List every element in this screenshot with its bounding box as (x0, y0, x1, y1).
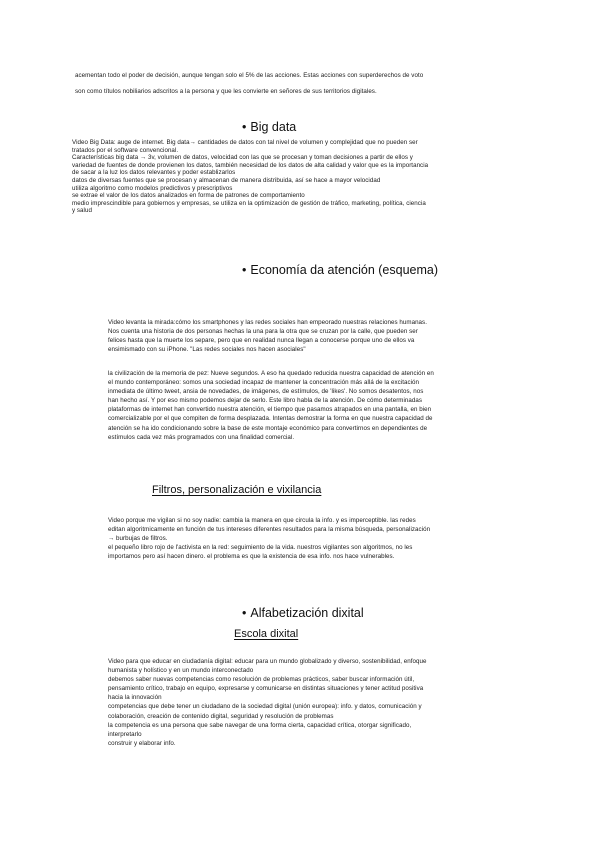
heading-text: Big data (250, 120, 297, 134)
economia-paragraph-1 (108, 319, 526, 354)
section-heading-big-data (242, 120, 296, 135)
section-heading-economia (242, 263, 438, 278)
text-line: importamos pero así hacen dinero. el problema es que la existencia de esa info. nos hace vulnerables. (108, 553, 395, 561)
text-line: construir y elaborar info. (108, 739, 176, 747)
bullet-icon: • (242, 120, 247, 134)
section-heading-filtros: Filtros, personalización e vixilancia (152, 484, 322, 496)
text-line: hacia la innovación (108, 694, 162, 702)
text-line: comercializable por el que compiten de forma desplazada. Intentas demostrar la forma en que nuestra capacidad de (108, 415, 433, 423)
text-line: Nos cuenta una historia de dos personas hechas la una para la otra que se cruzan por la calle, que pueden ser (108, 328, 418, 336)
alfabetizacion-paragraph (108, 658, 526, 747)
bullet-icon: • (242, 606, 247, 620)
text-line: el mundo contemporáneo: somos una sociedad incapaz de mantener la concentración más allá de la excitación (108, 379, 420, 387)
bullet-icon: • (242, 263, 247, 277)
subheading-escola-dixital: Escola dixital (234, 628, 299, 640)
text-line: ensimismado con su iPhone. "Las redes sociales nos hacen asociales" (108, 346, 306, 354)
economia-paragraph-2 (108, 370, 526, 441)
text-line: humanista y holístico y en un mundo interconectado (108, 667, 254, 675)
text-line: interpretarlo (108, 730, 142, 738)
text-line: Características big data → 3v, volumen de datos, velocidad con las que se procesan y toman decisiones a partir de ellos y (72, 154, 413, 162)
intro-paragraph (75, 72, 525, 95)
text-line: acementan todo el poder de decisión, aunque tengan solo el 5% de las acciones. Estas acciones con superderechos de voto (75, 72, 424, 79)
text-line: son como títulos nobiliarios adscritos a la persona y que les convierte en señores de sus territorios digitales. (75, 87, 377, 95)
filtros-paragraph (108, 517, 526, 561)
text-line: editan algoritmicamente en función de tus intereses diferentes resultados para la misma búsqueda, personalización (108, 526, 431, 534)
text-line: → burbujas de filtros. (108, 535, 168, 543)
text-line: felices hasta que la muerte los separe, pero que en realidad nunca llegan a conocerse porque uno de ellos va (108, 337, 415, 345)
heading-text: Economía da atención (esquema) (250, 263, 439, 277)
text-line: variedad de fuentes de donde provienen los datos, también necesidad de los datos de alta calidad y valor que es la importancia (72, 161, 429, 169)
text-line: se extrae el valor de los datos analizados en forma de patrones de comportamiento (72, 192, 305, 200)
text-line: competencias que debe tener un ciudadano de la sociedad digital (unión europea): info. y datos, comunicación y (108, 703, 422, 711)
text-line: atención se ha ido condicionando sobre la base de este montaje económico para convertirnos en dependientes de (108, 424, 428, 432)
text-line: tratados por el software convencional. (72, 146, 179, 154)
text-line: estímulos cada vez más programados con una finalidad comercial. (108, 433, 295, 441)
big-data-paragraph (72, 139, 527, 215)
text-line: utiliza algoritmo como modelos predictivos y prescriptivos (72, 184, 233, 192)
text-line: la civilización de la memoria de pez: Nueve segundos. A eso ha quedado reducida nuestra capacidad de atención en (108, 370, 434, 377)
text-line: de sacar a la luz los datos relevantes y poder establizarlos (72, 169, 236, 177)
text-line: pensamiento crítico, trabajo en equipo, expresarse y comunicarse en distintas situaciones y tener actitud positiva (108, 685, 424, 693)
text-line: el pequeño libro rojo de l'activista en la red: seguimiento de la vida. nuestros vigilantes son algoritmos, no les (108, 544, 413, 552)
text-line: colaboración, creación de contenido digital, seguridad y resolución de problemas (108, 712, 334, 720)
text-line: Video para que educar en ciudadanía digital: educar para un mundo globalizado y diverso, sostenibilidad, enfoque (108, 658, 427, 665)
text-line: medio imprescindible para gobiernos y empresas, se utiliza en la optimización de gestión de tráfico, marketing, política, ciencia (72, 199, 426, 207)
text-line: Video porque me vigilan si no soy nadie: cambia la manera en que circula la info. y es imperceptible. las redes (108, 517, 416, 524)
text-line: Video Big Data: auge de internet. Big data→ cantidades de datos con tal nivel de volumen y complejidad que no pueden ser (72, 139, 418, 146)
text-line: debemos saber nuevas competencias como resolución de problemas prácticos, saber buscar información útil, (108, 676, 415, 684)
text-line: plataformas de internet han convertido nuestra atención, el tiempo que pasamos atrapados en una pantalla, en bien (108, 406, 432, 414)
section-heading-alfabetizacion (242, 606, 364, 621)
text-line: la competencia es una persona que sabe navegar de una forma cierta, capacidad crítica, otorgar significado, (108, 721, 412, 729)
text-line: datos de diversas fuentes que se procesan y almacenan de manera distribuida, así se hace a mayor velocidad (72, 176, 381, 184)
text-line: han hecho así. Y por eso mismo podemos dejar de serlo. Este libro habla de la atención. De cómo determinadas (108, 397, 423, 405)
text-line: inmediata de último tweet, ansia de novedades, de imágenes, de estímulos, de 'likes'. No somos desatentos, nos (108, 388, 424, 396)
heading-text: Alfabetización dixital (250, 606, 364, 620)
text-line: y salud (72, 207, 92, 215)
text-line: Video levanta la mirada:cómo los smartphones y las redes sociales han empeorado nuestras relaciones humanas. (108, 319, 427, 326)
